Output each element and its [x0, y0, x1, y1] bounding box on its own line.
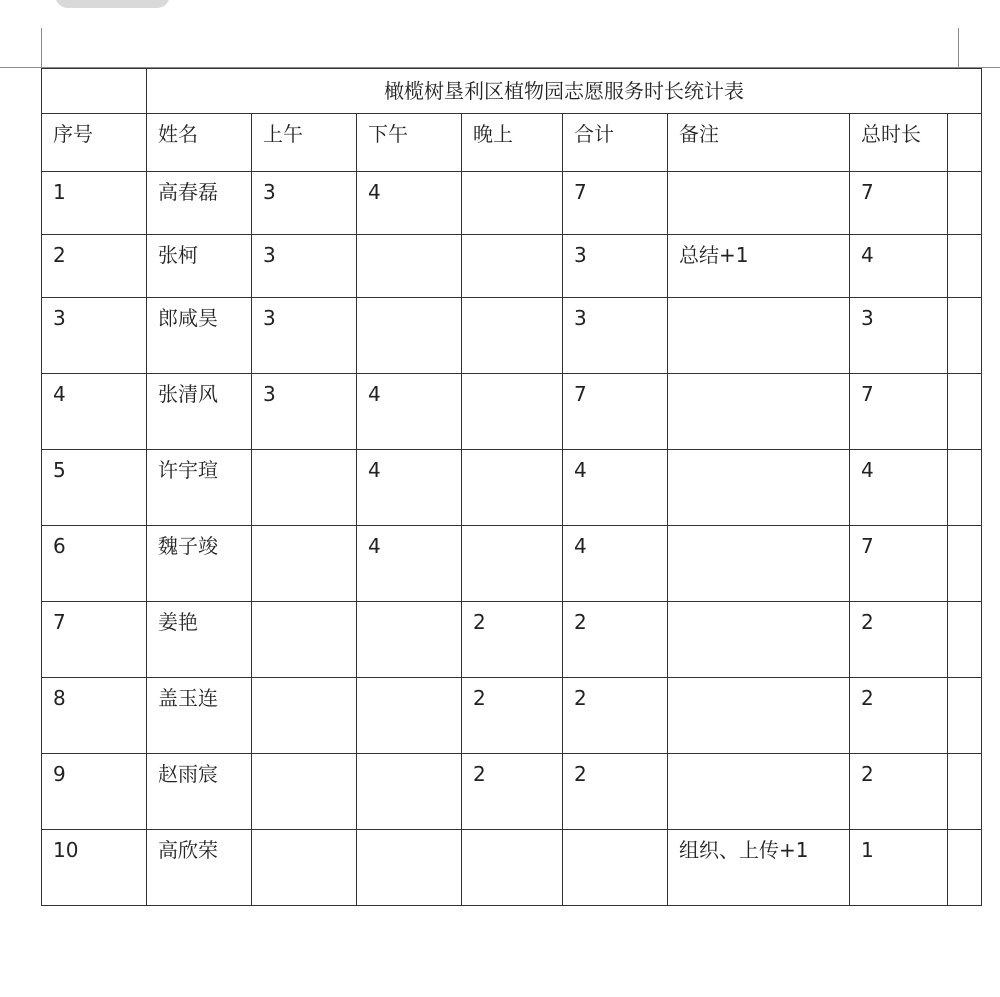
cell-text-note: 总结+1 [679, 243, 749, 267]
cell-subtotal[interactable] [563, 830, 668, 906]
cell-text-morning [252, 754, 356, 764]
table-row [42, 374, 982, 450]
cell-extra[interactable] [948, 374, 982, 450]
cell-evening[interactable] [462, 678, 563, 754]
cell-text-index: 5 [53, 458, 66, 482]
cell-text-afternoon: 4 [368, 534, 381, 558]
cell-text-evening: 2 [473, 762, 486, 786]
cell-text-index: 4 [53, 382, 66, 406]
cell-extra[interactable] [948, 298, 982, 374]
cell-text-total: 3 [861, 306, 874, 330]
cell-text-morning [252, 830, 356, 840]
cell-text-afternoon: 4 [368, 180, 381, 204]
cell-text-subtotal [563, 830, 667, 840]
cell-name[interactable] [147, 374, 252, 450]
cell-text-total: 4 [861, 458, 874, 482]
cell-text-morning: 3 [263, 243, 276, 267]
cell-name[interactable] [147, 754, 252, 830]
table-header-row [42, 114, 982, 172]
header-cell-subtotal[interactable]: 合计 [563, 114, 668, 172]
cell-index[interactable] [42, 830, 147, 906]
header-cell-index[interactable]: 序号 [42, 114, 147, 172]
cell-total[interactable] [850, 678, 948, 754]
cell-extra[interactable] [948, 754, 982, 830]
header-cell-note[interactable]: 备注 [668, 114, 850, 172]
cell-evening[interactable] [462, 450, 563, 526]
cell-total[interactable] [850, 450, 948, 526]
cell-morning[interactable] [252, 450, 357, 526]
cell-extra[interactable] [948, 450, 982, 526]
cell-text-morning [252, 678, 356, 688]
cell-text-note [668, 450, 849, 460]
cell-index[interactable] [42, 602, 147, 678]
cell-name[interactable] [147, 450, 252, 526]
cell-index[interactable] [42, 754, 147, 830]
cell-text-note [668, 526, 849, 536]
table-row [42, 678, 982, 754]
cell-extra[interactable] [948, 526, 982, 602]
cell-subtotal[interactable] [563, 235, 668, 298]
cell-morning[interactable] [252, 602, 357, 678]
cell-text-name: 郎咸昊 [158, 306, 218, 330]
cell-text-subtotal: 3 [574, 306, 587, 330]
cell-extra[interactable] [948, 602, 982, 678]
cell-text-afternoon [357, 602, 461, 612]
cell-text-total: 4 [861, 243, 874, 267]
table-row [42, 754, 982, 830]
title-empty-cell[interactable] [42, 69, 147, 114]
cell-afternoon[interactable] [357, 678, 462, 754]
top-scroll-pill [55, 0, 170, 8]
cell-afternoon[interactable] [357, 450, 462, 526]
cell-text-subtotal: 4 [574, 458, 587, 482]
table-row [42, 602, 982, 678]
cell-subtotal[interactable] [563, 754, 668, 830]
cell-text-index: 3 [53, 306, 66, 330]
table-row [42, 830, 982, 906]
cell-subtotal[interactable] [563, 450, 668, 526]
cell-text-afternoon [357, 678, 461, 688]
cell-text-index: 8 [53, 686, 66, 710]
table-title-cell[interactable] [147, 69, 982, 114]
cell-afternoon[interactable] [357, 754, 462, 830]
cell-note[interactable] [668, 526, 850, 602]
cell-index[interactable] [42, 526, 147, 602]
cell-note[interactable] [668, 172, 850, 235]
cell-evening[interactable] [462, 374, 563, 450]
cell-extra[interactable] [948, 172, 982, 235]
cell-text-total: 7 [861, 180, 874, 204]
cell-afternoon[interactable] [357, 172, 462, 235]
cell-evening[interactable] [462, 172, 563, 235]
cell-subtotal[interactable] [563, 374, 668, 450]
cell-morning[interactable] [252, 235, 357, 298]
cell-text-total: 2 [861, 686, 874, 710]
cell-subtotal[interactable] [563, 298, 668, 374]
cell-name[interactable] [147, 602, 252, 678]
cell-text-note [668, 754, 849, 764]
table-row [42, 235, 982, 298]
cell-text-evening [462, 374, 562, 384]
cell-text-morning [252, 526, 356, 536]
cell-text-morning: 3 [263, 180, 276, 204]
cell-text-name: 张清风 [158, 382, 218, 406]
cell-text-index: 10 [53, 838, 79, 862]
cell-text-name: 高春磊 [158, 180, 218, 204]
page-margin-corner-right [958, 28, 959, 68]
cell-text-total: 2 [861, 610, 874, 634]
cell-subtotal[interactable] [563, 678, 668, 754]
table-row [42, 450, 982, 526]
cell-afternoon[interactable] [357, 602, 462, 678]
cell-index[interactable] [42, 450, 147, 526]
cell-text-note [668, 678, 849, 688]
cell-text-total: 7 [861, 382, 874, 406]
cell-text-afternoon [357, 235, 461, 245]
cell-evening[interactable] [462, 298, 563, 374]
cell-text-evening: 2 [473, 610, 486, 634]
cell-text-subtotal: 7 [574, 180, 587, 204]
cell-total[interactable] [850, 754, 948, 830]
cell-evening[interactable] [462, 754, 563, 830]
cell-index[interactable] [42, 678, 147, 754]
cell-afternoon[interactable] [357, 374, 462, 450]
cell-afternoon[interactable] [357, 830, 462, 906]
cell-extra[interactable] [948, 830, 982, 906]
cell-note[interactable] [668, 678, 850, 754]
cell-text-total: 7 [861, 534, 874, 558]
cell-index[interactable] [42, 235, 147, 298]
cell-text-name: 高欣荣 [158, 838, 218, 862]
cell-note[interactable] [668, 830, 850, 906]
cell-text-note: 组织、上传+1 [679, 838, 809, 862]
cell-afternoon[interactable] [357, 298, 462, 374]
cell-text-afternoon [357, 754, 461, 764]
cell-text-index: 6 [53, 534, 66, 558]
cell-text-morning: 3 [263, 306, 276, 330]
cell-morning[interactable] [252, 374, 357, 450]
cell-name[interactable] [147, 172, 252, 235]
cell-text-index: 9 [53, 762, 66, 786]
page-margin-corner-left [41, 28, 42, 68]
cell-total[interactable] [850, 830, 948, 906]
cell-index[interactable] [42, 172, 147, 235]
cell-morning[interactable] [252, 678, 357, 754]
cell-text-morning: 3 [263, 382, 276, 406]
cell-total[interactable] [850, 298, 948, 374]
cell-text-total: 2 [861, 762, 874, 786]
cell-text-afternoon: 4 [368, 382, 381, 406]
cell-text-note [668, 374, 849, 384]
cell-text-subtotal: 2 [574, 686, 587, 710]
table-row [42, 526, 982, 602]
cell-subtotal[interactable] [563, 602, 668, 678]
cell-note[interactable] [668, 450, 850, 526]
cell-text-name: 姜艳 [158, 610, 198, 634]
cell-evening[interactable] [462, 830, 563, 906]
cell-note[interactable] [668, 602, 850, 678]
cell-text-note [668, 602, 849, 612]
cell-text-afternoon: 4 [368, 458, 381, 482]
cell-evening[interactable] [462, 526, 563, 602]
cell-text-total: 1 [861, 838, 874, 862]
cell-text-name: 魏子竣 [158, 534, 218, 558]
table-row [42, 172, 982, 235]
cell-text-evening: 2 [473, 686, 486, 710]
table-row [42, 298, 982, 374]
cell-text-evening [462, 830, 562, 840]
cell-text-note [668, 172, 849, 182]
cell-name[interactable] [147, 298, 252, 374]
header-cell-evening[interactable]: 晚上 [462, 114, 563, 172]
cell-text-evening [462, 172, 562, 182]
cell-text-name: 许宇瑄 [158, 458, 218, 482]
header-cell-afternoon[interactable]: 下午 [357, 114, 462, 172]
cell-text-morning [252, 602, 356, 612]
cell-text-evening [462, 235, 562, 245]
cell-morning[interactable] [252, 526, 357, 602]
cell-text-evening [462, 298, 562, 308]
cell-text-subtotal: 7 [574, 382, 587, 406]
cell-text-index: 2 [53, 243, 66, 267]
cell-extra[interactable] [948, 235, 982, 298]
header-cell-extra[interactable] [948, 114, 982, 172]
cell-index[interactable] [42, 374, 147, 450]
cell-morning[interactable] [252, 754, 357, 830]
cell-evening[interactable] [462, 602, 563, 678]
cell-morning[interactable] [252, 298, 357, 374]
cell-text-note [668, 298, 849, 308]
cell-name[interactable] [147, 235, 252, 298]
cell-text-subtotal: 2 [574, 610, 587, 634]
cell-subtotal[interactable] [563, 172, 668, 235]
cell-name[interactable] [147, 526, 252, 602]
cell-text-evening [462, 450, 562, 460]
table-title: 橄榄树垦利区植物园志愿服务时长统计表 [384, 79, 744, 103]
cell-text-subtotal: 2 [574, 762, 587, 786]
cell-index[interactable] [42, 298, 147, 374]
cell-text-index: 1 [53, 180, 66, 204]
header-cell-name[interactable]: 姓名 [147, 114, 252, 172]
cell-subtotal[interactable] [563, 526, 668, 602]
cell-text-subtotal: 3 [574, 243, 587, 267]
cell-total[interactable] [850, 374, 948, 450]
cell-text-evening [462, 526, 562, 536]
cell-name[interactable] [147, 678, 252, 754]
cell-total[interactable] [850, 172, 948, 235]
cell-text-index: 7 [53, 610, 66, 634]
cell-morning[interactable] [252, 830, 357, 906]
cell-morning[interactable] [252, 172, 357, 235]
cell-evening[interactable] [462, 235, 563, 298]
cell-afternoon[interactable] [357, 526, 462, 602]
cell-text-afternoon [357, 830, 461, 840]
cell-text-name: 盖玉连 [158, 686, 218, 710]
cell-note[interactable] [668, 298, 850, 374]
cell-afternoon[interactable] [357, 235, 462, 298]
cell-text-subtotal: 4 [574, 534, 587, 558]
cell-total[interactable] [850, 602, 948, 678]
cell-note[interactable] [668, 235, 850, 298]
cell-note[interactable] [668, 374, 850, 450]
header-cell-morning[interactable]: 上午 [252, 114, 357, 172]
table-title-row [42, 69, 982, 114]
cell-total[interactable] [850, 526, 948, 602]
cell-text-name: 张柯 [158, 243, 198, 267]
cell-note[interactable] [668, 754, 850, 830]
cell-text-morning [252, 450, 356, 460]
volunteer-hours-table [41, 68, 982, 906]
cell-total[interactable] [850, 235, 948, 298]
cell-name[interactable] [147, 830, 252, 906]
cell-text-afternoon [357, 298, 461, 308]
header-cell-total[interactable]: 总时长 [850, 114, 948, 172]
cell-text-name: 赵雨宸 [158, 762, 218, 786]
cell-extra[interactable] [948, 678, 982, 754]
